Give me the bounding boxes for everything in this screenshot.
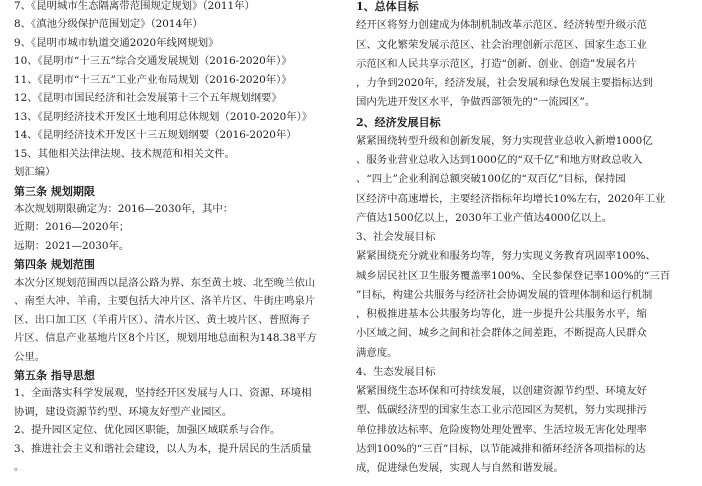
text-line: 8、《滇池分级保护范围划定》（2014年） [14, 18, 203, 31]
text-line: 、南至大冲、羊甫，主要包括大冲片区、洛羊片区、牛街庄鸣泉片 [14, 295, 316, 308]
text-line: 小区域之间、城乡之间和社会群体之间差距，不断提高人民群众 [356, 327, 647, 340]
section-heading: 第五条 指导思想 [14, 369, 95, 382]
text-line: 10、《昆明市“十三五”综合交通发展规划（2016-2020年）》 [14, 55, 292, 68]
text-line: 国内先进开发区水平，争做西部领先的“一流园区”。 [356, 96, 596, 109]
text-line: 区经济中高速增长，主要经济指标年均增长10%左右，2020年工业 [356, 192, 666, 205]
section-heading: 第四条 规划范围 [14, 258, 95, 272]
text-line: 15、其他相关法律法规、技术规范和相关文件。 [14, 147, 236, 160]
text-line: ”目标，构建公共服务与经济社会协调发展的管理体制和运行机制 [356, 288, 653, 301]
text-line: 7、《昆明城市生态隔离带范围规定规划》（2011年） [14, 0, 255, 12]
text-line: 、“四上”企业利润总额突破100亿的“双百亿”目标，保持园 [356, 173, 626, 186]
text-line: 3、推进社会主义和谐社会建设，以人为本，提升居民的生活质量 [14, 442, 312, 455]
section-heading: 第三条 规划期限 [14, 184, 95, 198]
text-line: 本次分区规划范围西以昆洛公路为界、东至黄土坡、北至晚兰依山 [14, 276, 316, 289]
text-line: 公里。 [14, 350, 46, 363]
text-line: 划汇编） [14, 166, 56, 179]
text-line: 近期：2016—2020年； [14, 221, 130, 234]
text-line: 12、《昆明市国民经济和社会发展第十三个五年规划纲要》 [14, 92, 282, 105]
text-line: 型、低碳经济型的国家生态工业示范园区为契机，努力实现排污 [356, 404, 647, 417]
text-line: 紧紧围绕充分就业和服务均等，努力实现义务教育巩固率100%、 [356, 250, 656, 263]
text-line: 13、《昆明经济技术开发区土地利用总体规划（2010-2020年）》 [14, 110, 313, 123]
text-line: ，力争到2020年，经济发展，社会发展和绿色发展主要指标达到 [356, 77, 653, 89]
text-line: 2、提升园区定位、优化园区职能，加强区域联系与合作。 [14, 424, 281, 437]
text-line: 14、《昆明经济技术开发区十三五规划纲要（2016-2020年） [14, 129, 297, 142]
text-line: 片区、信息产业基地片区8个片区，规划用地总面积为148.38平方 [14, 332, 317, 345]
text-line: ，积极推进基本公共服务均等化，进一步提升公共服务水平，缩 [356, 308, 647, 320]
text-line: 4、生态发展目标 [356, 365, 436, 378]
text-line: 。 [14, 461, 25, 474]
text-line: 单位排放达标率、危险废物处理处置率、生活垃圾无害化处理率 [356, 423, 647, 436]
text-line: 本次规划期限确定为：2016—2030年，其中： [14, 202, 234, 215]
text-line: 紧紧围绕转型升级和创新发展，努力实现营业总收入新增1000亿 [356, 134, 653, 147]
text-line: 1、全面落实科学发展观，坚持经开区发展与人口、资源、环境相 [14, 387, 312, 400]
text-line: 协调，建设资源节约型、环境友好型产业园区。 [14, 405, 233, 418]
text-line: 成，促进绿色发展，实现人与自然和谐发展。 [356, 462, 564, 474]
text-line: 示范区和人民共享示范区，打造“创新、创业、创造”发展名片 [356, 57, 637, 70]
text-line: 3、社会发展目标 [356, 231, 436, 243]
text-line: 产值达1500亿以上，2030年工业产值达4000亿以上。 [356, 211, 612, 224]
section-heading: 2、经济发展目标 [356, 115, 441, 129]
text-line: 、服务业营业总收入达到1000亿的“双千亿”和地方财政总收入 [356, 154, 643, 166]
text-line: 经开区将努力创建成为体制机制改革示范区、经济转型升级示范 [356, 19, 647, 32]
text-line: 远期：2021—2030年。 [14, 239, 130, 252]
text-line: 满意度。 [356, 346, 398, 359]
text-line: 区、文化繁荣发展示范区、社会治理创新示范区、国家生态工业 [356, 38, 647, 51]
text-line: 达到100%的“三百”目标，以节能减排和循环经济各项指标的达 [356, 442, 646, 455]
text-line: 紧紧围绕生态环保和可持续发展，以创建资源节约型、环境友好 [356, 385, 647, 397]
text-line: 11、《昆明市“十三五”工业产业布局规划（2016-2020年）》 [14, 73, 292, 86]
text-line: 城乡居民社区卫生服务覆盖率100%、全民参保登记率100%的“三百 [356, 269, 671, 282]
section-heading: 1、总体目标 [356, 0, 419, 13]
text-line: 区、出口加工区（羊甫片区）、清水片区、黄土坡片区、普照海子 [14, 313, 311, 326]
text-line: 9、《昆明市城市轨道交通2020年线网规划》 [14, 36, 219, 49]
